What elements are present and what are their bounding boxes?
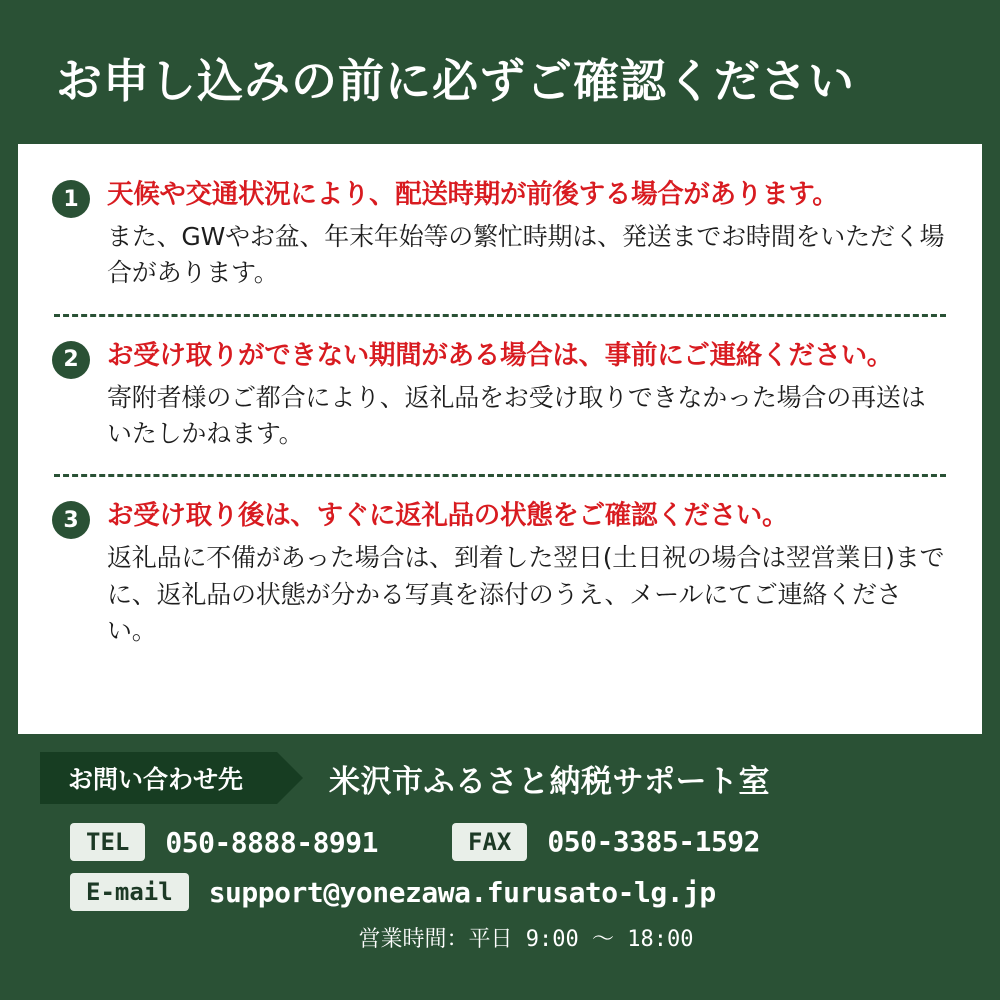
notice-heading: お受け取り後は、すぐに返礼品の状態をご確認ください。 bbox=[107, 500, 789, 532]
poster-header bbox=[18, 18, 982, 144]
contact-row-email bbox=[70, 870, 982, 914]
notice-item-1 bbox=[52, 178, 948, 292]
divider bbox=[54, 474, 946, 477]
fax-value: 050-3385-1592 bbox=[547, 825, 761, 859]
contact-section bbox=[18, 734, 982, 982]
contact-ribbon-label: お問い合わせ先 bbox=[40, 752, 277, 804]
contact-row-phone bbox=[70, 820, 982, 864]
tel-value[interactable]: 050-8888-8991 bbox=[165, 825, 379, 859]
notice-item-2 bbox=[52, 339, 948, 453]
department-name: 米沢市ふるさと納税サポート室 bbox=[329, 763, 771, 800]
fax-label: FAX bbox=[452, 823, 527, 861]
notices-card bbox=[18, 144, 982, 734]
divider bbox=[54, 314, 946, 317]
notice-number-badge: 1 bbox=[52, 180, 90, 218]
email-value[interactable]: support@yonezawa.furusato-lg.jp bbox=[208, 875, 716, 909]
notice-body: 返礼品に不備があった場合は、到着した翌日(土日祝の場合は翌営業日)までに、返礼品の状態が分かる写真を添付のうえ、メールにてご連絡ください。 bbox=[107, 543, 945, 645]
notice-body: また、GWやお盆、年末年始等の繁忙時期は、発送までお時間をいただく場合があります。 bbox=[107, 222, 945, 288]
business-hours: 営業時間：平日 9:00 ～ 18:00 bbox=[358, 927, 694, 952]
tel-label: TEL bbox=[70, 823, 145, 861]
notice-heading: 天候や交通状況により、配送時期が前後する場合があります。 bbox=[107, 179, 839, 210]
poster bbox=[18, 18, 982, 982]
page-title: お申し込みの前に必ずご確認ください bbox=[56, 54, 855, 108]
contact-header bbox=[18, 750, 982, 806]
fax-group bbox=[452, 823, 760, 861]
notice-number-badge: 2 bbox=[52, 341, 90, 379]
email-label: E-mail bbox=[70, 873, 189, 911]
notice-item-3 bbox=[52, 499, 948, 649]
notice-number-badge: 3 bbox=[52, 501, 90, 539]
notice-body: 寄附者様のご都合により、返礼品をお受け取りできなかった場合の再送はいたしかねます。 bbox=[107, 382, 926, 448]
contact-rows bbox=[18, 820, 982, 953]
notice-heading: お受け取りができない期間がある場合は、事前にご連絡ください。 bbox=[107, 339, 893, 371]
